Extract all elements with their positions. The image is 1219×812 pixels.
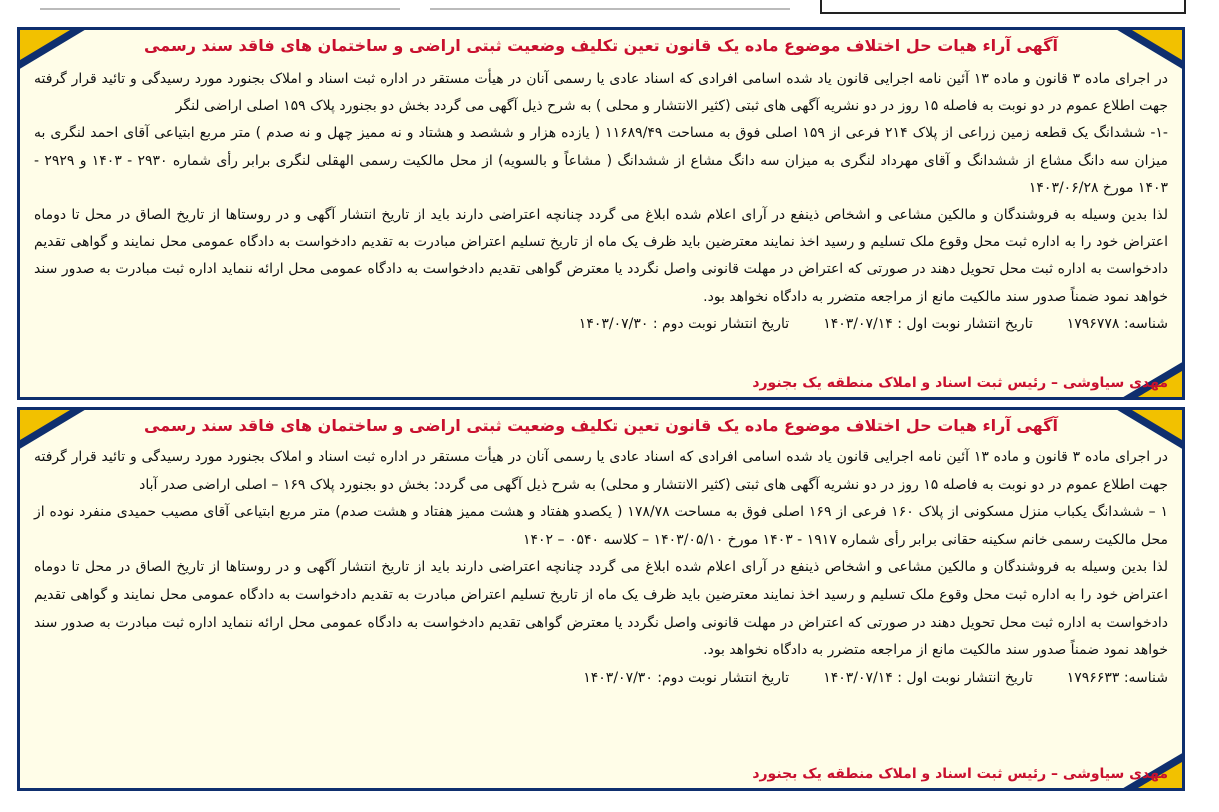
- notice-id: شناسه: ۱۷۹۶۷۷۸: [1066, 315, 1168, 332]
- notice-item: ۱ – ششدانگ یکباب منزل مسکونی از پلاک ۱۶۰ فرعی از ۱۶۹ اصلی فوق به مساحت ۱۷۸/۷۸ ( یکصدو هفتاد و هشت ممیز هفتاد و هشت صدم) متر مربع ابتیاعی آقای مصیب حمیدی منفرد نوده از محل مالکیت رسمی خانم سکینه حقانی برابر رأی شماره ۱۹۱۷ - ۱۴۰۳ مورخ ۱۴۰۳/۰۵/۱۰ – کلاسه ۰۵۴۰ – ۱۴۰۲: [34, 504, 1168, 548]
- corner-ornament-top-right-inner: [1132, 30, 1182, 60]
- notice-second-publication: تاریخ انتشار نوبت دوم: ۱۴۰۳/۰۷/۳۰: [583, 669, 790, 686]
- clipped-box-right: [820, 0, 1186, 14]
- clipped-line-left: [40, 0, 400, 10]
- notice-signer: مهدی سیاوشی – رئیس ثبت اسناد و املاک منطقه یک بجنورد: [752, 375, 1168, 391]
- notice-title: آگهی آراء هیات حل اختلاف موضوع ماده یک قانون تعین تکلیف وضعیت ثبتی اراضی و ساختمان های فاقد سند رسمی: [144, 416, 1058, 435]
- notice-objection: لذا بدین وسیله به فروشندگان و مالکین مشاعی و اشخاص ذینفع در آرای اعلام شده ابلاغ می گردد چنانچه اعتراضی دارند باید از تاریخ انتشار آگهی و در روستاها از تاریخ الصاق در محل تا دوماه اعتراض خود را به اداره ثبت محل وقوع ملک تسلیم و رسید اخذ نمایند معترضین باید ظرف یک ماه از تاریخ تسلیم اعتراض مبادرت به تقدیم دادخواست به دادگاه عمومی محل نمایند و گواهی تقدیم دادخواست به اداره ثبت محل تحویل دهند در صورتی که اعتراض در مهلت قانونی واصل نگردد یا معترض گواهی تقدیم دادخواست به دادگاه عمومی محل ارائه ننماید اداره ثبت مبادرت به صدور سند خواهد نمود ضمناً صدور سند مالکیت مانع از مراجعه متضرر به دادگاه نخواهد بود.: [34, 207, 1168, 305]
- notice-meta: [34, 311, 1168, 338]
- notice-item: -۱- ششدانگ یک قطعه زمین زراعی از پلاک ۲۱۴ فرعی از ۱۵۹ اصلی فوق به مساحت ۱۱۶۸۹/۴۹ ( یازده هزار و ششصد و هشتاد و نه ممیز چهل و نه صدم ) متر مربع ابتیاعی آقای احمد لنگری به میزان سه دانگ مشاع از ششدانگ و آقای مهرداد لنگری به میزان سه دانگ مشاع از ششدانگ ( مشاعاً و بالسویه) از محل مالکیت رسمی الهقلی لنگری برابر رأی شماره ۲۹۳۰ - ۱۴۰۳ و ۲۹۲۹ - ۱۴۰۳ مورخ ۱۴۰۳/۰۶/۲۸: [34, 125, 1168, 196]
- corner-ornament-top-left-inner: [20, 410, 70, 440]
- notice-title: آگهی آراء هیات حل اختلاف موضوع ماده یک قانون تعین تکلیف وضعیت ثبتی اراضی و ساختمان های فاقد سند رسمی: [144, 36, 1058, 55]
- notice-intro: در اجرای ماده ۳ قانون و ماده ۱۳ آئین نامه اجرایی قانون یاد شده اسامی افرادی که اسناد عادی یا رسمی آنان در هیأت مستقر در اداره ثبت اسناد و املاک بجنورد مورد رسیدگی و تائید قرار گرفته جهت اطلاع عموم در دو نوبت به فاصله ۱۵ روز در دو نشریه آگهی های ثبتی (کثیر الانتشار و محلی ) به شرح ذیل آگهی می گردد بخش دو بجنورد پلاک ۱۵۹ اصلی اراضی لنگر: [34, 71, 1169, 115]
- notice-first-publication: تاریخ انتشار نوبت اول : ۱۴۰۳/۰۷/۱۴: [823, 315, 1033, 332]
- corner-ornament-top-left-inner: [20, 30, 70, 60]
- notice-id: شناسه: ۱۷۹۶۶۳۳: [1066, 669, 1168, 686]
- corner-ornament-top-right-inner: [1132, 410, 1182, 440]
- notice-objection: لذا بدین وسیله به فروشندگان و مالکین مشاعی و اشخاص ذینفع در آرای اعلام شده ابلاغ می گردد چنانچه اعتراضی دارند باید از تاریخ انتشار آگهی و در روستاها از تاریخ الصاق در محل تا دوماه اعتراض خود را به اداره ثبت محل وقوع ملک تسلیم و رسید اخذ نمایند معترضین باید ظرف یک ماه از تاریخ تسلیم اعتراض مبادرت به تقدیم دادخواست به دادگاه عمومی محل نمایند و گواهی تقدیم دادخواست به اداره ثبت محل تحویل دهند در صورتی که اعتراض در مهلت قانونی واصل نگردد یا معترض گواهی تقدیم دادخواست به دادگاه عمومی محل ارائه ننماید اداره ثبت مبادرت به صدور سند خواهد نمود ضمناً صدور سند مالکیت مانع از مراجعه متضرر به دادگاه نخواهد بود.: [34, 559, 1168, 659]
- notice-body: [34, 444, 1168, 692]
- notice-first-publication: تاریخ انتشار نوبت اول : ۱۴۰۳/۰۷/۱۴: [823, 669, 1033, 686]
- notice-intro: در اجرای ماده ۳ قانون و ماده ۱۳ آئین نامه اجرایی قانون یاد شده اسامی افرادی که اسناد عادی یا رسمی آنان در هیأت مستقر در اداره ثبت اسناد و املاک بجنورد مورد رسیدگی و تائید قرار گرفته جهت اطلاع عموم در دو نوبت به فاصله ۱۵ روز در دو نشریه آگهی های ثبتی (کثیر الانتشار و محلی) به شرح ذیل آگهی می گردد: بخش دو بجنورد پلاک ۱۶۹ – اصلی اراضی صدر آباد: [34, 449, 1169, 493]
- top-clipped-strip: [0, 0, 1219, 22]
- notice-1: [17, 27, 1185, 400]
- notice-second-publication: تاریخ انتشار نوبت دوم : ۱۴۰۳/۰۷/۳۰: [578, 315, 790, 332]
- notice-signer: مهدی سیاوشی – رئیس ثبت اسناد و املاک منطقه یک بجنورد: [752, 766, 1168, 782]
- notice-2: [17, 407, 1185, 791]
- notice-body: [34, 66, 1168, 338]
- notice-meta: [34, 665, 1168, 693]
- clipped-line-middle: [430, 0, 790, 10]
